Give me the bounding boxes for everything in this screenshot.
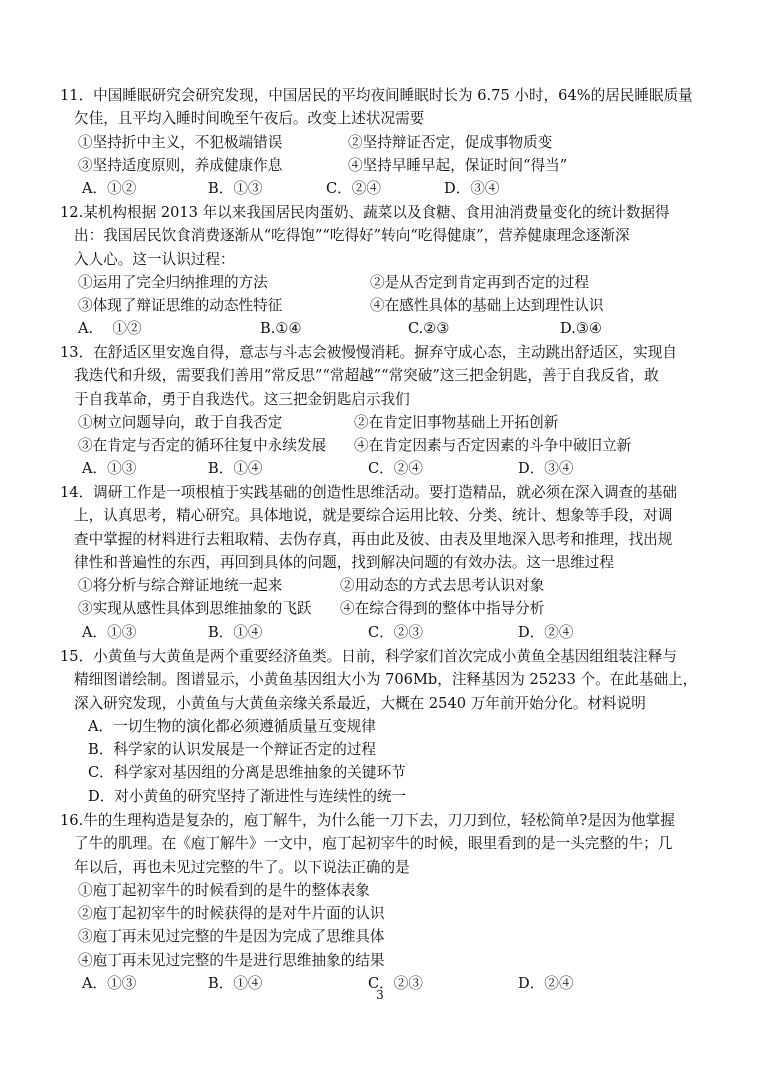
choice-b[interactable]: B．①④	[208, 623, 263, 641]
choice-d[interactable]: D.③④	[560, 320, 602, 338]
choice-c[interactable]: C.②③	[408, 320, 450, 338]
question-11	[60, 84, 712, 200]
question-14	[60, 481, 712, 644]
question-15	[60, 645, 712, 808]
question-stem: 15．小黄鱼与大黄鱼是两个重要经济鱼类。日前，科学家们首次完成小黄鱼全基因组组装注释与 精细图谱绘制。图谱显示，小黄鱼基因组大小为 706Mb，注释基因为 25233 个。在此基础上， 深入研究发现，小黄鱼与大黄鱼亲缘关系最近，大概在 2540 万年前开始分化。材料说明	[60, 648, 698, 712]
question-stem: 13．在舒适区里安逸自得，意志与斗志会被慢慢消耗。摒弃守成心态，主动跳出舒适区，实现自 我迭代和升级，需要我们善用“常反思”“常超越”“常突破”这三把金钥匙，善于自我反省，敢 于自我革命，勇于自我迭代。这三把金钥匙启示我们	[60, 344, 677, 408]
choice-d[interactable]: D．②④	[518, 623, 574, 641]
choice-d[interactable]: D．③④	[518, 460, 574, 478]
statement-row: ③坚持适度原则，养成健康作息 ④坚持早睡早起，保证时间“得当”	[78, 156, 568, 174]
question-12	[60, 201, 712, 341]
statement-row: ①运用了完全归纳推理的方法 ②是从否定到肯定再到否定的过程	[78, 273, 589, 291]
statement-row: ①将分析与综合辩证地统一起来 ②用动态的方式去思考认识对象	[78, 577, 545, 595]
choice-b[interactable]: B.①④	[260, 320, 302, 338]
choice-b[interactable]: B．①④	[208, 460, 263, 478]
question-stem: 11．中国睡眠研究会研究发现，中国居民的平均夜间睡眠时长为 6.75 小时，64%的居民睡眠质量 欠佳，且平均入睡时间晚至午夜后。改变上述状况需要	[60, 87, 693, 128]
choice-b[interactable]: B．①③	[208, 180, 263, 198]
statement-row: ③实现从感性具体到思维抽象的飞跃 ④在综合得到的整体中指导分析	[78, 600, 545, 618]
choice-c[interactable]: C．科学家对基因组的分离是思维抽象的关键环节	[88, 764, 406, 782]
choice-d[interactable]: D．对小黄鱼的研究坚持了渐进性与连续性的统一	[88, 787, 407, 805]
statement-row: ①坚持折中主义，不犯极端错误 ②坚持辩证否定，促成事物质变	[78, 133, 553, 151]
statement-row: ③在肯定与否定的循环往复中永续发展 ④在肯定因素与否定因素的斗争中破旧立新	[78, 437, 632, 455]
statement-item: ③庖丁再未见过完整的牛是因为完成了思维具体	[78, 928, 385, 946]
choice-d[interactable]: D．③④	[444, 180, 500, 198]
choice-b[interactable]: B．科学家的认识发展是一个辩证否定的过程	[88, 741, 377, 759]
choice-c[interactable]: C．②④	[326, 180, 381, 198]
choice-c[interactable]: C．②③	[368, 975, 423, 993]
question-stem: 12.某机构根据 2013 年以来我国居民肉蛋奶、蔬菜以及食糖、食用油消费量变化的统计数据得 出：我国居民饮食消费逐渐从“吃得饱”“吃得好”转向“吃得健康”，营养健康理念逐渐深 入人心。这一认识过程：	[60, 204, 670, 268]
choice-a[interactable]: A．一切生物的演化都必须遵循质量互变规律	[88, 717, 376, 735]
choice-a[interactable]: A．①③	[82, 623, 137, 641]
choice-a[interactable]: A. ①②	[78, 320, 142, 338]
question-16	[60, 809, 712, 995]
choice-row	[60, 177, 712, 200]
choice-a[interactable]: A．①②	[82, 180, 137, 198]
statement-item: ②庖丁起初宰牛的时候获得的是对牛片面的认识	[78, 905, 385, 923]
question-13	[60, 341, 712, 481]
statement-item: ④庖丁再未见过完整的牛是进行思维抽象的结果	[78, 951, 385, 969]
choice-c[interactable]: C．②③	[368, 623, 423, 641]
choice-row	[60, 317, 712, 340]
choice-a[interactable]: A．①③	[82, 975, 137, 993]
choice-row	[60, 457, 712, 480]
choice-b[interactable]: B．①④	[208, 975, 263, 993]
question-stem: 14．调研工作是一项根植于实践基础的创造性思维活动。要打造精品，就必须在深入调查的基础 上，认真思考，精心研究。具体地说，就是要综合运用比较、分类、统计、想象等手段，对调 查中掌握的材料进行去粗取精、去伪存真，再由此及彼、由表及里地深入思考和推理，找出规 律性和普遍性的东西，再回到具体的问题，找到解决问题的有效办法。这一思维过程	[60, 484, 677, 571]
statement-row: ③体现了辩证思维的动态性特征 ④在感性具体的基础上达到理性认识	[78, 297, 604, 315]
choice-a[interactable]: A．①③	[82, 460, 137, 478]
statement-item: ①庖丁起初宰牛的时候看到的是牛的整体表象	[78, 881, 370, 899]
choice-row	[60, 621, 712, 644]
choice-d[interactable]: D．②④	[518, 975, 574, 993]
question-stem: 16.牛的生理构造是复杂的，庖丁解牛，为什么能一刀下去，刀刀到位，轻松简单?是因为他掌握 了牛的肌理。在《庖丁解牛》一文中，庖丁起初宰牛的时候，眼里看到的是一头完整的牛；几 年以后，再也未见过完整的牛了。以下说法正确的是	[60, 812, 675, 876]
choice-c[interactable]: C．②④	[368, 460, 423, 478]
page-number: 3	[376, 988, 384, 1002]
statement-row: ①树立问题导向，敢于自我否定 ②在肯定旧事物基础上开拓创新	[78, 413, 559, 431]
